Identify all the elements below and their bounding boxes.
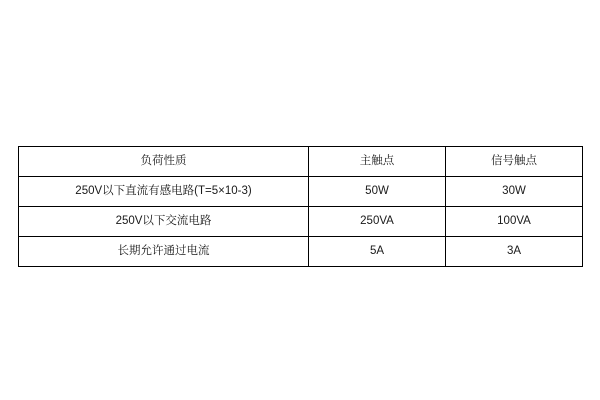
cell-load-nature: 250V以下交流电路 bbox=[19, 207, 309, 237]
table-header-row bbox=[19, 147, 583, 177]
cell-signal-contact: 30W bbox=[446, 177, 583, 207]
cell-main-contact: 5A bbox=[309, 237, 446, 267]
table-row bbox=[19, 177, 583, 207]
cell-main-contact: 50W bbox=[309, 177, 446, 207]
cell-signal-contact: 3A bbox=[446, 237, 583, 267]
contact-capacity-table bbox=[18, 146, 583, 267]
cell-signal-contact: 100VA bbox=[446, 207, 583, 237]
column-header-signal-contact: 信号触点 bbox=[446, 147, 583, 177]
column-header-load-nature: 负荷性质 bbox=[19, 147, 309, 177]
table-row bbox=[19, 237, 583, 267]
table-row bbox=[19, 207, 583, 237]
spec-table-container bbox=[18, 146, 582, 267]
cell-load-nature: 长期允许通过电流 bbox=[19, 237, 309, 267]
column-header-main-contact: 主触点 bbox=[309, 147, 446, 177]
cell-load-nature: 250V以下直流有感电路(T=5×10-3) bbox=[19, 177, 309, 207]
cell-main-contact: 250VA bbox=[309, 207, 446, 237]
